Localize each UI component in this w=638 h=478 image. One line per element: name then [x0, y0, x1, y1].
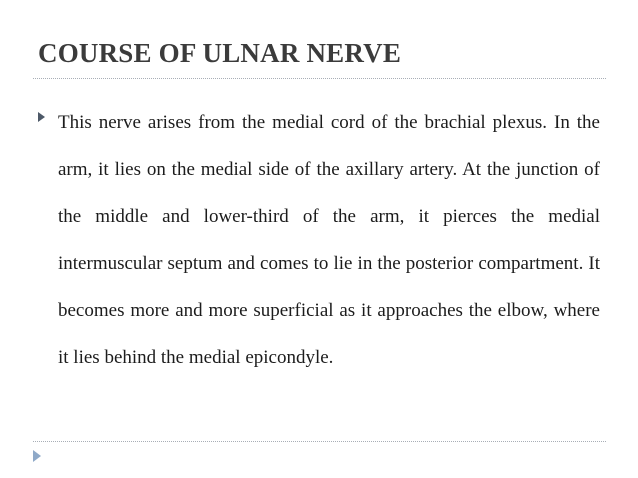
bullet-text: This nerve arises from the medial cord of the brachial plexus. In the arm, it lies on the medial side of the axillary artery. At the junction of the middle and lower-third of the arm, it pierces the medial intermuscular septum and comes to lie in the posterior compartment. It becomes more and more superficial as it approaches the elbow, where it lies behind the medial epicondyle. [58, 112, 600, 368]
title-divider [33, 78, 606, 79]
slide-title: COURSE OF ULNAR NERVE [38, 38, 402, 68]
triangle-bullet-icon [38, 112, 45, 122]
footer-divider [33, 441, 606, 442]
triangle-arrow-icon [33, 450, 41, 462]
